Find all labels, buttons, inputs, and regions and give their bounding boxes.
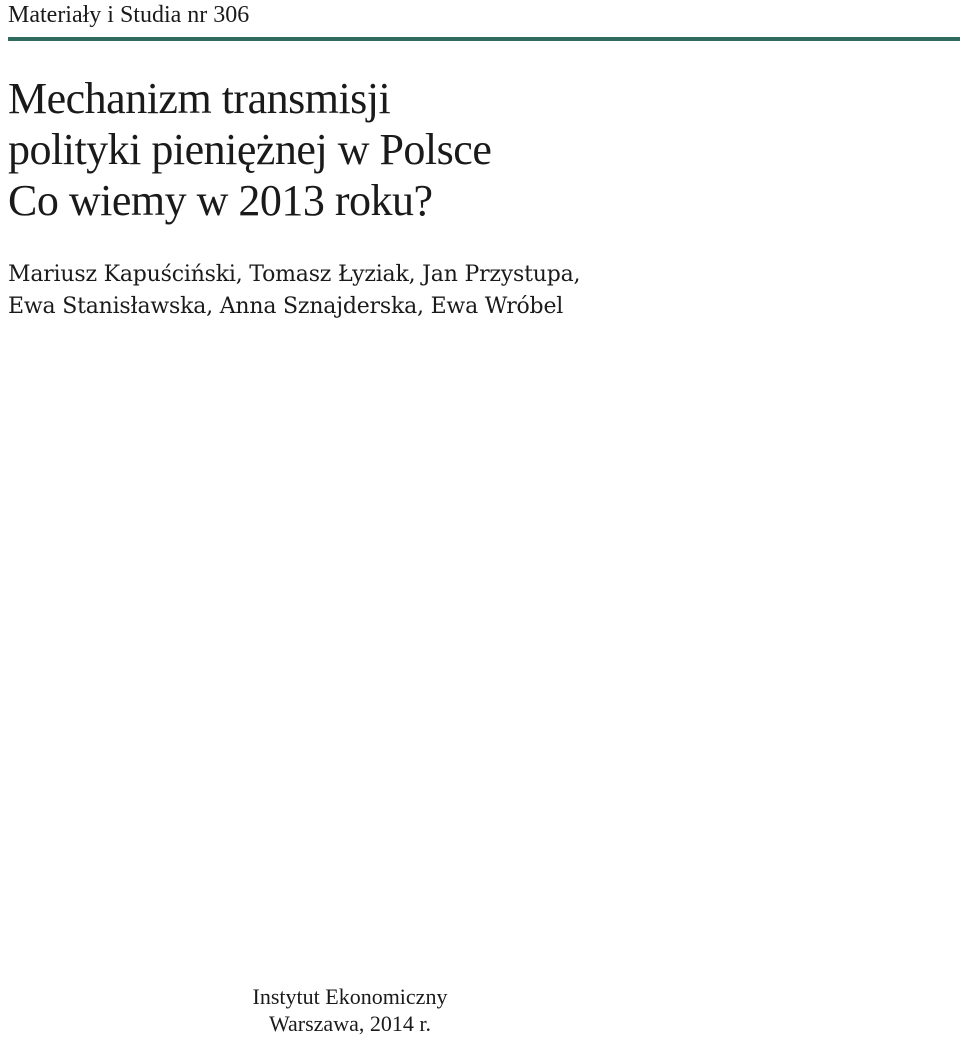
title-line-2: polityki pieniężnej w Polsce [8,125,492,174]
title-line-1: Mechanizm transmisji [8,74,391,123]
title-line-3: Co wiemy w 2013 roku? [8,176,433,225]
publisher-block [160,983,540,1037]
publisher-place-date: Warszawa, 2014 r. [269,1011,431,1036]
authors-line-1: Mariusz Kapuściński, Tomasz Łyziak, Jan Przystupa, [8,262,581,287]
authors-line-2: Ewa Stanisławska, Anna Sznajderska, Ewa Wróbel [8,294,564,319]
publisher-name: Instytut Ekonomiczny [252,984,448,1009]
header-rule [8,37,960,41]
document-title [8,73,491,226]
series-label: Materiały i Studia nr 306 [8,2,250,28]
authors [8,259,580,323]
